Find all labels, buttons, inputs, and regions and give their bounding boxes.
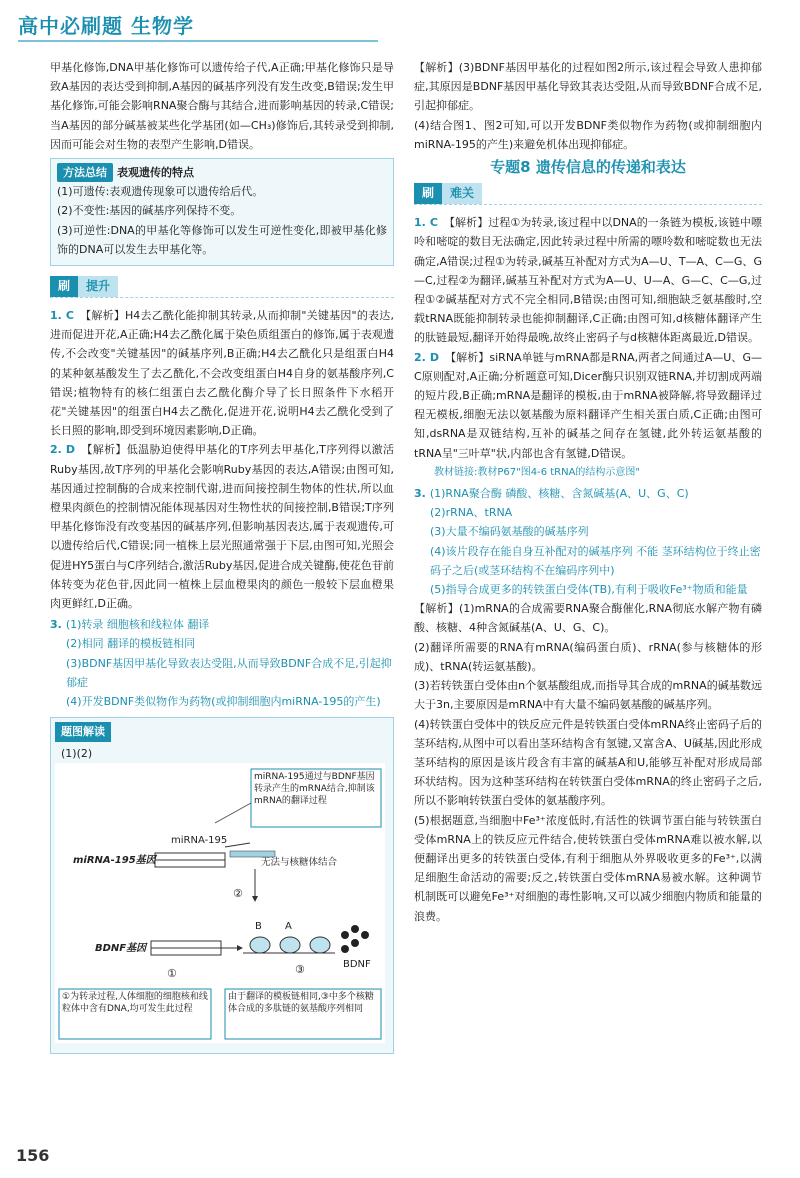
summary-tag: 方法总结 bbox=[57, 163, 113, 182]
left-column bbox=[50, 58, 394, 1060]
question-2 bbox=[414, 348, 762, 463]
note-top: miRNA-195通过与BDNF基因转录产生的mRNA结合,抑制该mRNA的翻译过程 bbox=[254, 771, 375, 806]
question-number: 1. bbox=[414, 216, 426, 230]
label-a: A bbox=[285, 920, 292, 932]
answer-letter: D bbox=[429, 350, 439, 364]
ribosome bbox=[250, 937, 270, 953]
left-intro-paragraph: 甲基化修饰,DNA甲基化修饰可以遗传给子代,A正确;甲基化修饰只是导致A基因的表达受到抑制,A基因的碱基序列没有发生改变,B错误;发生甲基化修饰,可能会影响RNA聚合酶与其结合,进而影响基因的转录,C错误;当A基因的部分碱基被某些化学基团(如—CH₃)修饰后,其转录受到抑制,因而可能会对生物的表型产生影响,D错误。 bbox=[50, 61, 394, 151]
section-flag: 刷 bbox=[414, 183, 442, 204]
answer-part: (1)RNA聚合酶 磷酸、核糖、含氮碱基(A、U、G、C) bbox=[429, 487, 689, 501]
question-analysis: 【解析】siRNA单链与mRNA都是RNA,两者之间通过A—U、G—C原则配对,A正确;分析题意可知,Dicer酶只识别双链RNA,并切割成两端的短片段,B正确;mRNA是翻译的模板,由于mRNA被降解,将导致翻译过程无模板,细胞无法以氨基酸为原料翻译产生相关蛋白质,C正确;由图可知,dsRNA是双链结构,互补的碱基之间存在氢键,此外转运氨基酸的tRNA呈"三叶草"状,内部也含有氢键,D错误。 bbox=[414, 350, 762, 460]
bdnf-protein-dot bbox=[341, 945, 349, 953]
question-1 bbox=[414, 213, 762, 347]
bdnf-protein-dot bbox=[341, 931, 349, 939]
question-number: 1. bbox=[50, 309, 62, 323]
note-bl: ①为转录过程,人体细胞的细胞核和线粒体中含有DNA,均可发生此过程 bbox=[62, 991, 208, 1014]
right-column bbox=[414, 58, 762, 926]
question-number: 3. bbox=[50, 618, 62, 632]
answer-part: (4)该片段存在能自身互补配对的碱基序列 不能 茎环结构位于终止密码子之后(或茎环结构不在编码序列中) bbox=[430, 544, 761, 577]
ribosome bbox=[280, 937, 300, 953]
note-mid: 无法与核糖体结合 bbox=[261, 856, 338, 868]
analysis-paragraph: (5)根据题意,当细胞中Fe³⁺浓度低时,有活性的铁调节蛋白能与转铁蛋白受体mRNA上的铁反应元件结合,使转铁蛋白受体mRNA难以被水解,以便翻译出更多的转铁蛋白受体,有利于细胞从外界吸收更多的Fe³⁺,以满足细胞生命活动的需要;反之,转铁蛋白受体mRNA易被水解。这种调节机制既可以避免Fe³⁺对细胞的毒性影响,又可以减少细胞内物质和能量的浪费。 bbox=[414, 813, 762, 923]
figure-sub: (1)(2) bbox=[61, 746, 93, 760]
answer-part: (1)转录 细胞核和线粒体 翻译 bbox=[65, 618, 210, 632]
question-number: 2. bbox=[414, 350, 426, 364]
page-header bbox=[18, 10, 318, 50]
answer-part: (5)指导合成更多的转铁蛋白受体(TB),有利于吸收Fe³⁺物质和能量 bbox=[430, 583, 748, 597]
bdnf-label: BDNF bbox=[343, 958, 371, 970]
question-2 bbox=[50, 440, 394, 613]
answer-part: (2)rRNA、tRNA bbox=[430, 506, 513, 520]
answer-letter: C bbox=[65, 309, 74, 323]
right-top-paragraph: (4)结合图1、图2可知,可以开发BDNF类似物作为药物(或抑制细胞内miRNA-195的产生)来避免机体出现抑郁症。 bbox=[414, 118, 762, 151]
question-3 bbox=[414, 484, 762, 926]
page-number: 156 bbox=[16, 1146, 50, 1165]
answer-part: (3)大量不编码氨基酸的碱基序列 bbox=[430, 525, 589, 539]
answer-part: (3)BDNF基因甲基化导致表达受阻,从而导致BDNF合成不足,引起抑郁症 bbox=[66, 656, 392, 689]
step-1-label: ① bbox=[167, 966, 177, 980]
answer-letter: D bbox=[65, 443, 75, 457]
question-analysis: 【解析】过程①为转录,该过程中以DNA的一条链为模板,该链中嘌呤和嘧啶的数目无法确定,因此转录过程中所需的嘌呤数和嘧啶数也无法确定,A错误;过程①为转录,碱基互补配对方式为A—U、T—A、C—G、G—C,过程②为翻译,碱基互补配对方式为A—U、U—A、G—C、C—G,过程①②碱基配对方式不完全相同,B错误;由图可知,细胞缺乏氨基酸时,空载tRNA既能抑制转录也能抑制翻译,C正确;由图可知,d核糖体翻译产生的肽链最短,翻译开始得最晚,故终止密码子与d核糖体距离最近,D错误。 bbox=[414, 216, 762, 345]
summary-item: (2)不变性:基因的碱基序列保持不变。 bbox=[57, 204, 242, 218]
mechanism-diagram bbox=[55, 763, 385, 1043]
note-br: 由于翻译的模板链相同,③中多个核糖体合成的多肽链的氨基酸序列相同 bbox=[228, 991, 374, 1014]
label-b: B bbox=[255, 920, 262, 932]
ribosome bbox=[310, 937, 330, 953]
mirna-label: miRNA-195 bbox=[171, 834, 228, 846]
header-rule bbox=[18, 40, 378, 42]
section-flag: 刷 bbox=[50, 276, 78, 297]
analysis-paragraph: 【解析】(1)mRNA的合成需要RNA聚合酶催化,RNA彻底水解产物有磷酸、核糖、4种含氮碱基(A、U、G、C)。 bbox=[414, 602, 762, 635]
step-3-label: ③ bbox=[295, 962, 305, 976]
section-label: 提升 bbox=[78, 276, 118, 297]
question-1 bbox=[50, 306, 394, 440]
section-tisheng bbox=[50, 276, 394, 298]
question-number: 3. bbox=[414, 487, 426, 501]
bdnf-protein-dot bbox=[361, 931, 369, 939]
textbook-link: 教材链接:教材P67"图4-6 tRNA的结构示意图" bbox=[434, 466, 641, 478]
question-analysis: 【解析】H4去乙酰化能抑制其转录,从而抑制"关键基因"的表达,进而促进开花,A正确;H4去乙酰化属于染色质组蛋白的修饰,属于表观遗传,不会改变"关键基因"的碱基序列,B正确;H4去乙酰化只是组蛋白H4的某种氨基酸发生了去乙酰化,不会改变组蛋白H4自身的氨基酸序列,C错误;植物特有的核仁组蛋白去乙酰化酶介导了长日照条件下水稻开花"关键基因"的组蛋白H4去乙酰化,促进开花,说明H4去乙酰化受到了长日照的影响,即受到环境因素影响,D正确。 bbox=[50, 309, 394, 438]
bdnf-protein-dot bbox=[351, 925, 359, 933]
summary-item: (1)可遗传:表观遗传现象可以遗传给后代。 bbox=[57, 185, 264, 199]
section-nanguan bbox=[414, 183, 762, 205]
question-number: 2. bbox=[50, 443, 62, 457]
chapter-title: 专题8 遗传信息的传递和表达 bbox=[490, 158, 686, 177]
question-analysis: 【解析】低温胁迫使得甲基化的T序列去甲基化,T序列得以激活Ruby基因,故T序列的甲基化会影响Ruby基因的表达,A错误;由图可知,基因通过控制酶的合成来控制代谢,进而间接控制生物体的性状,所以血橙果肉颜色的控制情况能体现基因对生物性状的间接控制,B错误;T序列甲基化修饰没有改变基因的碱基序列,但影响基因表达,属于表观遗传,可以遗传给后代,C错误;同一植株上层光照通常强于下层,由图可知,光照会促进HY5蛋白与C序列结合,激活Ruby基因,促进合成关键酶,使花色苷前体转变为花色苷,因此同一植株上层血橙果肉的颜色一般较下层血橙果肉更鲜红,D正确。 bbox=[50, 443, 394, 611]
question-3 bbox=[50, 615, 394, 711]
answer-part: (4)开发BDNF类似物作为药物(或抑制细胞内miRNA-195的产生) bbox=[66, 695, 381, 709]
answer-letter: C bbox=[429, 216, 438, 230]
analysis-paragraph: (4)转铁蛋白受体中的铁反应元件是转铁蛋白受体mRNA终止密码子后的茎环结构,从图中可以看出茎环结构含有氢键,又富含A、U碱基,因此形成茎环结构的原因是该片段含有丰富的碱基A和U,能够互补配对形成局部环状结构。因为这种茎环结构在转铁蛋白受体mRNA的终止密码子之后,所以不影响转铁蛋白受体的氨基酸序列。 bbox=[414, 717, 762, 808]
answer-part: (2)相同 翻译的模板链相同 bbox=[66, 637, 196, 651]
summary-title: 表观遗传的特点 bbox=[117, 166, 194, 180]
summary-item: (3)可逆性:DNA的甲基化等修饰可以发生可逆性变化,即被甲基化修饰的DNA可以发生去甲基化等。 bbox=[57, 223, 387, 256]
figure-box bbox=[50, 717, 394, 1054]
bdnf-gene-label: BDNF基因 bbox=[95, 942, 147, 954]
section-label: 难关 bbox=[442, 183, 482, 204]
header-title: 高中必刷题 生物学 bbox=[18, 14, 194, 38]
figure-tag: 题图解读 bbox=[55, 722, 111, 741]
bdnf-protein-dot bbox=[351, 939, 359, 947]
mirna-gene-label: miRNA-195基因 bbox=[73, 854, 156, 866]
step-2-label: ② bbox=[233, 886, 243, 900]
analysis-paragraph: (3)若转铁蛋白受体由n个氨基酸组成,而指导其合成的mRNA的碱基数远大于3n,主要原因是mRNA中有大量不编码氨基酸的碱基序列。 bbox=[414, 679, 762, 712]
right-top-paragraph: 【解析】(3)BDNF基因甲基化的过程如图2所示,该过程会导致人患抑郁症,其原因是BDNF基因甲基化导致其表达受阻,从而导致BDNF合成不足,引起抑郁症。 bbox=[414, 61, 762, 113]
analysis-paragraph: (2)翻译所需要的RNA有mRNA(编码蛋白质)、rRNA(参与核糖体的形成)、tRNA(转运氨基酸)。 bbox=[414, 640, 762, 673]
summary-box bbox=[50, 158, 394, 266]
